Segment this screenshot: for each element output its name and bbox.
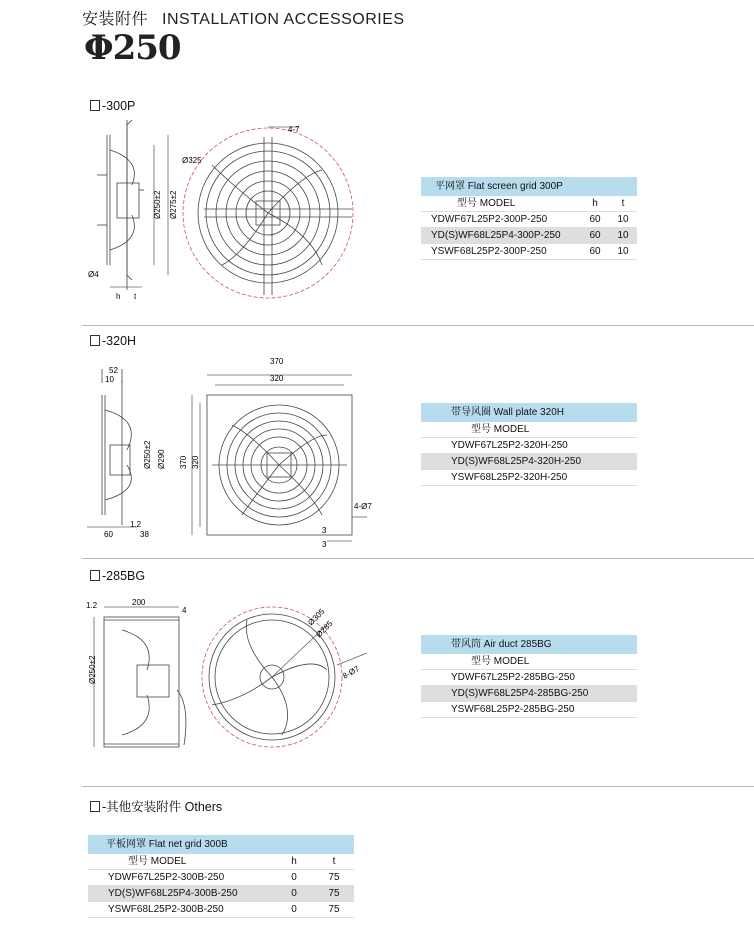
section-divider (82, 786, 754, 787)
dim-h47: 4-Ø7 (354, 502, 372, 511)
dim-d250: Ø250±2 (143, 440, 152, 469)
checkbox-square-icon (90, 335, 100, 346)
cell-model: YSWF68L25P2-300P-250 (431, 246, 547, 257)
table-300p (421, 177, 637, 260)
page-header (82, 6, 405, 29)
table-title: 带风筒 Air duct 285BG (421, 635, 637, 654)
cell-t: 75 (328, 904, 340, 915)
dim-200: 200 (132, 598, 146, 607)
table-row (88, 886, 354, 902)
dim-g47: 4-7 (288, 125, 300, 134)
table-285bg (421, 635, 637, 718)
col-model: 型号 MODEL (457, 198, 516, 209)
dim-d250: Ø250±2 (153, 190, 162, 219)
cell-model: YDWF67L25P2-300B-250 (108, 872, 225, 883)
size-title: Φ250 (84, 28, 181, 68)
cell-model: YD(S)WF68L25P4-300P-250 (431, 230, 561, 241)
table-300b (88, 835, 354, 918)
section-divider (82, 325, 754, 326)
header-title-cn: 安装附件 (82, 11, 149, 28)
checkbox-square-icon (90, 100, 100, 111)
section-label-text: -其他安装附件 Others (102, 800, 223, 814)
table-row (421, 438, 637, 454)
drawing-285bg (82, 595, 372, 760)
table-row (421, 212, 637, 228)
dim-t3a: 3 (322, 526, 327, 535)
table-title: 平网罩 Flat screen grid 300P (421, 177, 637, 196)
dim-4: 4 (182, 606, 187, 615)
table-row (421, 454, 637, 470)
col-model: 型号 MODEL (471, 424, 530, 435)
dim-60: 60 (104, 530, 113, 539)
table-row (88, 902, 354, 918)
table-column-header (88, 854, 354, 870)
cell-model: YDWF67L25P2-300P-250 (431, 214, 548, 225)
table-column-header (421, 196, 637, 212)
cell-t: 10 (617, 230, 629, 241)
table-title: 带导风圈 Wall plate 320H (421, 403, 637, 422)
section-label-300p (90, 99, 135, 113)
cell-model: YD(S)WF68L25P4-320H-250 (451, 456, 582, 467)
col-h: h (592, 198, 598, 209)
cell-t: 75 (328, 888, 340, 899)
cell-model: YDWF67L25P2-285BG-250 (451, 672, 575, 683)
table-column-header (421, 422, 637, 438)
section-divider (82, 558, 754, 559)
dim-12: 1.2 (130, 520, 142, 529)
cell-h: 60 (589, 230, 601, 241)
section-label-285bg (90, 569, 145, 583)
dim-d305: Ø305 (306, 607, 327, 628)
col-t: t (621, 198, 625, 209)
dim-w320: 320 (270, 374, 284, 383)
cell-model: YSWF68L25P2-300B-250 (108, 904, 224, 915)
table-row (421, 244, 637, 260)
dim-38: 38 (140, 530, 149, 539)
dim-d275: Ø275±2 (169, 190, 178, 219)
drawing-300p (82, 115, 372, 310)
section-label-text: -320H (102, 334, 137, 348)
col-model: 型号 MODEL (471, 656, 530, 667)
checkbox-square-icon (90, 570, 100, 581)
table-row (88, 870, 354, 886)
dim-10: 10 (105, 375, 114, 384)
dim-d290: Ø290 (157, 449, 166, 469)
table-row (421, 670, 637, 686)
dim-d250: Ø250±2 (88, 655, 97, 684)
cell-h: 0 (291, 904, 297, 915)
table-row (421, 686, 637, 702)
cell-h: 60 (589, 214, 601, 225)
dim-v370: 370 (179, 455, 188, 469)
dim-v320: 320 (191, 455, 200, 469)
dim-w370: 370 (270, 357, 284, 366)
dim-d285: Ø285 (314, 619, 335, 640)
table-row (421, 228, 637, 244)
section-label-text: -285BG (102, 569, 146, 583)
dim-h87: 8-Ø7 (341, 664, 361, 681)
dim-d4: Ø4 (88, 270, 99, 279)
col-t: t (332, 856, 336, 867)
dim-t: t (134, 292, 137, 301)
section-label-text: -300P (102, 99, 136, 113)
table-row (421, 702, 637, 718)
dim-12: 1.2 (86, 601, 98, 610)
cell-h: 0 (291, 888, 297, 899)
section-label-320h (90, 334, 136, 348)
drawing-320h (82, 355, 382, 550)
col-h: h (291, 856, 297, 867)
dim-d325: Ø325 (182, 156, 202, 165)
table-row (421, 470, 637, 486)
section-label-others (90, 797, 222, 815)
header-title-en: INSTALLATION ACCESSORIES (162, 11, 405, 28)
dim-t3b: 3 (322, 540, 327, 549)
checkbox-square-icon (90, 801, 100, 812)
dim-h: h (116, 292, 121, 301)
cell-model: YDWF67L25P2-320H-250 (451, 440, 568, 451)
dim-52: 52 (109, 366, 118, 375)
cell-model: YD(S)WF68L25P4-285BG-250 (451, 688, 589, 699)
cell-model: YSWF68L25P2-285BG-250 (451, 704, 575, 715)
table-column-header (421, 654, 637, 670)
table-title: 平板网罩 Flat net grid 300B (88, 835, 354, 854)
cell-t: 10 (617, 246, 629, 257)
col-model: 型号 MODEL (128, 856, 187, 867)
cell-model: YSWF68L25P2-320H-250 (451, 472, 568, 483)
table-320h (421, 403, 637, 486)
cell-h: 0 (291, 872, 297, 883)
cell-h: 60 (589, 246, 601, 257)
cell-t: 10 (617, 214, 629, 225)
cell-t: 75 (328, 872, 340, 883)
cell-model: YD(S)WF68L25P4-300B-250 (108, 888, 238, 899)
